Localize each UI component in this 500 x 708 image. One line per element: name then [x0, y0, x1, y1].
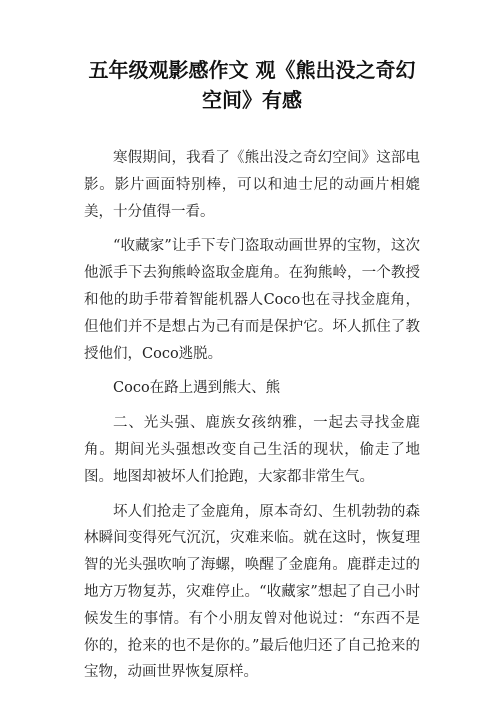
paragraph-4: 二、光头强、鹿族女孩纳雅，一起去寻找金鹿角。期间光头强想改变自己生活的现状，偷走了地图。地图却被坏人们抢跑，大家都非常生气。 [84, 415, 420, 485]
paragraph-5: 坏人们抢走了金鹿角，原本奇幻、生机勃勃的森林瞬间变得死气沉沉，灾难来临。就在这时，恢复理智的光头强吹响了海螺，唤醒了金鹿角。鹿群走过的地方万物复苏，灾难停止。“收藏家”想起了自己小时候发生的事情。有个小朋友曾对他说过：“东西不是你的，抢来的也不是你的。”最后他归还了自己抢来的宝物，动画世界恢复原样。 [84, 503, 420, 681]
document-title: 五年级观影感作文 观《熊出没之奇幻空间》有感 [88, 58, 416, 112]
paragraph-2: “收藏家”让手下专门盗取动画世界的宝物，这次他派手下去狗熊岭盗取金鹿角。在狗熊岭，一个教授和他的助手带着智能机器人Coco也在寻找金鹿角，但他们并不是想占为己有而是保护它。坏人抓住了教授他们，Coco逃脱。 [84, 238, 420, 362]
paragraph-1: 寒假期间，我看了《熊出没之奇幻空间》这部电影。影片画面特别棒，可以和迪士尼的动画片相媲美，十分值得一看。 [84, 150, 420, 220]
paragraph-3: Coco在路上遇到熊大、熊 [113, 380, 281, 397]
